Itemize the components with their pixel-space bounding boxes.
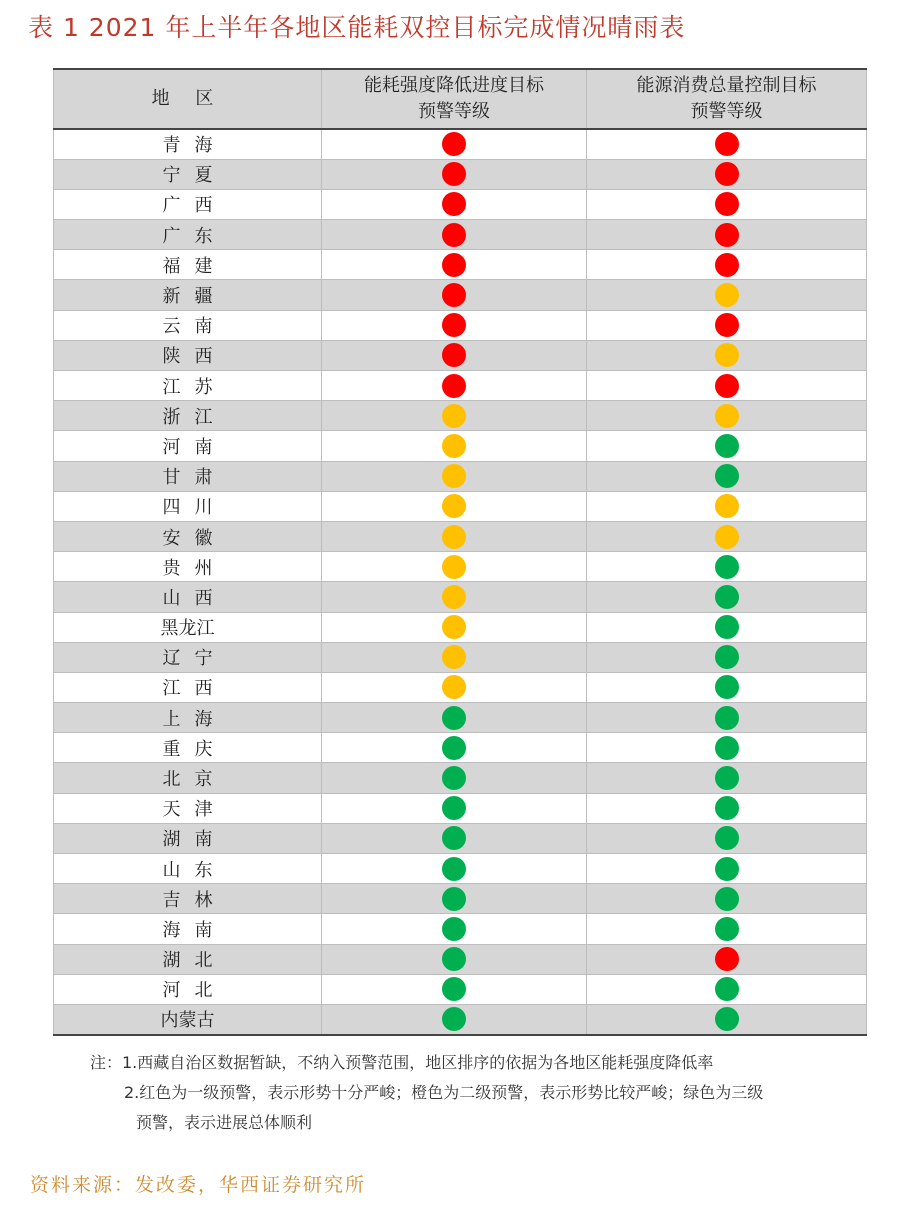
region-name: 陕西 — [162, 346, 227, 368]
intensity-level-cell — [322, 944, 587, 974]
table-row — [54, 310, 867, 340]
red-warning-dot-icon — [715, 253, 739, 277]
intensity-level-cell — [322, 914, 587, 944]
total-level-cell — [587, 521, 867, 551]
total-level-cell — [587, 974, 867, 1004]
region-cell — [54, 1004, 322, 1034]
total-level-cell — [587, 340, 867, 370]
total-level-cell — [587, 371, 867, 401]
total-level-cell — [587, 1004, 867, 1034]
table-row — [54, 159, 867, 189]
intensity-level-cell — [322, 672, 587, 702]
region-name: 新疆 — [162, 286, 227, 308]
intensity-level-cell — [322, 733, 587, 763]
orange-warning-dot-icon — [442, 464, 466, 488]
green-warning-dot-icon — [715, 796, 739, 820]
total-level-cell — [587, 159, 867, 189]
region-cell — [54, 340, 322, 370]
intensity-level-cell — [322, 884, 587, 914]
region-name: 上海 — [162, 708, 227, 730]
intensity-level-cell — [322, 310, 587, 340]
total-level-cell — [587, 491, 867, 521]
green-warning-dot-icon — [715, 826, 739, 850]
total-level-cell — [587, 461, 867, 491]
intensity-level-cell — [322, 461, 587, 491]
red-warning-dot-icon — [442, 313, 466, 337]
table-row — [54, 401, 867, 431]
total-level-cell — [587, 642, 867, 672]
green-warning-dot-icon — [442, 977, 466, 1001]
region-cell — [54, 793, 322, 823]
green-warning-dot-icon — [442, 736, 466, 760]
table-row — [54, 521, 867, 551]
region-cell — [54, 974, 322, 1004]
green-warning-dot-icon — [715, 1007, 739, 1031]
green-warning-dot-icon — [442, 917, 466, 941]
table-row — [54, 974, 867, 1004]
total-level-cell — [587, 552, 867, 582]
region-name: 吉林 — [162, 889, 227, 911]
green-warning-dot-icon — [715, 555, 739, 579]
total-level-cell — [587, 280, 867, 310]
region-name: 广西 — [162, 195, 227, 217]
header-intensity-line1: 能耗强度降低进度目标 — [364, 75, 544, 96]
orange-warning-dot-icon — [442, 585, 466, 609]
region-cell — [54, 944, 322, 974]
region-cell — [54, 582, 322, 612]
total-level-cell — [587, 310, 867, 340]
region-cell — [54, 914, 322, 944]
region-name: 海南 — [162, 919, 227, 941]
table-row — [54, 672, 867, 702]
red-warning-dot-icon — [442, 343, 466, 367]
red-warning-dot-icon — [442, 192, 466, 216]
region-cell — [54, 250, 322, 280]
note-line-3: 预警，表示进展总体顺利 — [136, 1113, 313, 1132]
region-cell — [54, 189, 322, 219]
region-cell — [54, 733, 322, 763]
total-level-cell — [587, 884, 867, 914]
region-name: 甘肃 — [162, 467, 227, 489]
region-cell — [54, 763, 322, 793]
note-line-1: 注：1.西藏自治区数据暂缺，不纳入预警范围，地区排序的依据为各地区能耗强度降低率 — [90, 1053, 714, 1072]
table-row — [54, 733, 867, 763]
total-level-cell — [587, 703, 867, 733]
header-intensity — [322, 69, 587, 129]
table-row — [54, 793, 867, 823]
table-row — [54, 854, 867, 884]
red-warning-dot-icon — [442, 132, 466, 156]
intensity-level-cell — [322, 642, 587, 672]
region-cell — [54, 552, 322, 582]
region-cell — [54, 280, 322, 310]
table-row — [54, 280, 867, 310]
region-name: 天津 — [162, 799, 227, 821]
intensity-level-cell — [322, 612, 587, 642]
total-level-cell — [587, 189, 867, 219]
red-warning-dot-icon — [442, 253, 466, 277]
total-level-cell — [587, 733, 867, 763]
total-level-cell — [587, 823, 867, 853]
region-name: 浙江 — [162, 406, 227, 428]
total-level-cell — [587, 793, 867, 823]
total-level-cell — [587, 854, 867, 884]
table-row — [54, 1004, 867, 1034]
green-warning-dot-icon — [715, 585, 739, 609]
total-level-cell — [587, 914, 867, 944]
region-name: 山西 — [162, 587, 227, 609]
intensity-level-cell — [322, 974, 587, 1004]
source-line: 资料来源：发改委，华西证券研究所 — [30, 1174, 367, 1196]
orange-warning-dot-icon — [442, 615, 466, 639]
orange-warning-dot-icon — [442, 675, 466, 699]
table-row — [54, 582, 867, 612]
header-total-line2: 预警等级 — [690, 101, 763, 122]
table-row — [54, 371, 867, 401]
orange-warning-dot-icon — [715, 283, 739, 307]
region-name: 贵州 — [162, 557, 227, 579]
red-warning-dot-icon — [715, 162, 739, 186]
header-total-line1: 能源消费总量控制目标 — [636, 75, 817, 96]
header-region-label: 地 区 — [151, 88, 224, 109]
region-name: 云南 — [162, 316, 227, 338]
table-row — [54, 189, 867, 219]
total-level-cell — [587, 220, 867, 250]
region-name: 河北 — [162, 980, 227, 1002]
region-cell — [54, 129, 322, 159]
region-name: 青海 — [162, 135, 227, 157]
table-row — [54, 823, 867, 853]
green-warning-dot-icon — [442, 766, 466, 790]
orange-warning-dot-icon — [442, 645, 466, 669]
green-warning-dot-icon — [715, 857, 739, 881]
table-row — [54, 642, 867, 672]
notes — [90, 1048, 880, 1138]
total-level-cell — [587, 431, 867, 461]
green-warning-dot-icon — [442, 857, 466, 881]
region-cell — [54, 703, 322, 733]
intensity-level-cell — [322, 854, 587, 884]
region-cell — [54, 461, 322, 491]
table-row — [54, 612, 867, 642]
green-warning-dot-icon — [715, 434, 739, 458]
red-warning-dot-icon — [442, 374, 466, 398]
region-name: 北京 — [162, 769, 227, 791]
header-total — [587, 69, 867, 129]
red-warning-dot-icon — [715, 192, 739, 216]
green-warning-dot-icon — [715, 464, 739, 488]
orange-warning-dot-icon — [715, 494, 739, 518]
table-row — [54, 944, 867, 974]
green-warning-dot-icon — [715, 917, 739, 941]
intensity-level-cell — [322, 371, 587, 401]
total-level-cell — [587, 401, 867, 431]
green-warning-dot-icon — [715, 615, 739, 639]
green-warning-dot-icon — [442, 826, 466, 850]
region-cell — [54, 371, 322, 401]
total-level-cell — [587, 129, 867, 159]
table-row — [54, 461, 867, 491]
orange-warning-dot-icon — [442, 494, 466, 518]
total-level-cell — [587, 763, 867, 793]
intensity-level-cell — [322, 431, 587, 461]
table-row — [54, 340, 867, 370]
intensity-level-cell — [322, 521, 587, 551]
green-warning-dot-icon — [715, 645, 739, 669]
region-name: 宁夏 — [162, 165, 227, 187]
intensity-level-cell — [322, 189, 587, 219]
region-cell — [54, 642, 322, 672]
red-warning-dot-icon — [715, 223, 739, 247]
red-warning-dot-icon — [442, 283, 466, 307]
region-name: 重庆 — [162, 738, 227, 760]
region-cell — [54, 884, 322, 914]
table-row — [54, 250, 867, 280]
header-region — [54, 69, 322, 129]
red-warning-dot-icon — [442, 162, 466, 186]
green-warning-dot-icon — [715, 887, 739, 911]
total-level-cell — [587, 582, 867, 612]
orange-warning-dot-icon — [442, 525, 466, 549]
region-cell — [54, 823, 322, 853]
intensity-level-cell — [322, 793, 587, 823]
red-warning-dot-icon — [715, 947, 739, 971]
red-warning-dot-icon — [715, 313, 739, 337]
green-warning-dot-icon — [442, 796, 466, 820]
red-warning-dot-icon — [715, 374, 739, 398]
region-name: 河南 — [162, 436, 227, 458]
intensity-level-cell — [322, 1004, 587, 1034]
region-cell — [54, 159, 322, 189]
header-row — [54, 69, 867, 129]
total-level-cell — [587, 672, 867, 702]
note-line-2: 2.红色为一级预警，表示形势十分严峻；橙色为二级预警，表示形势比较严峻；绿色为三级 — [124, 1083, 764, 1102]
region-cell — [54, 521, 322, 551]
table-row — [54, 703, 867, 733]
green-warning-dot-icon — [442, 887, 466, 911]
orange-warning-dot-icon — [715, 343, 739, 367]
region-name: 黑龙江 — [160, 618, 215, 640]
green-warning-dot-icon — [715, 736, 739, 760]
region-cell — [54, 672, 322, 702]
table-title: 表 1 2021 年上半年各地区能耗双控目标完成情况晴雨表 — [28, 13, 686, 42]
region-name: 山东 — [162, 859, 227, 881]
intensity-level-cell — [322, 763, 587, 793]
red-warning-dot-icon — [715, 132, 739, 156]
green-warning-dot-icon — [442, 1007, 466, 1031]
table-row — [54, 914, 867, 944]
region-name: 湖北 — [162, 950, 227, 972]
intensity-level-cell — [322, 823, 587, 853]
region-name: 江苏 — [162, 376, 227, 398]
region-name: 内蒙古 — [160, 1010, 215, 1032]
green-warning-dot-icon — [715, 977, 739, 1001]
total-level-cell — [587, 612, 867, 642]
green-warning-dot-icon — [715, 675, 739, 699]
intensity-level-cell — [322, 552, 587, 582]
green-warning-dot-icon — [715, 706, 739, 730]
orange-warning-dot-icon — [715, 404, 739, 428]
intensity-level-cell — [322, 491, 587, 521]
total-level-cell — [587, 944, 867, 974]
table-row — [54, 431, 867, 461]
intensity-level-cell — [322, 401, 587, 431]
intensity-level-cell — [322, 703, 587, 733]
region-name: 安徽 — [162, 527, 227, 549]
region-cell — [54, 401, 322, 431]
region-cell — [54, 431, 322, 461]
intensity-level-cell — [322, 129, 587, 159]
region-cell — [54, 854, 322, 884]
intensity-level-cell — [322, 582, 587, 612]
table-row — [54, 220, 867, 250]
region-name: 福建 — [162, 255, 227, 277]
table-row — [54, 491, 867, 521]
region-name: 广东 — [162, 225, 227, 247]
region-cell — [54, 612, 322, 642]
region-name: 辽宁 — [162, 648, 227, 670]
table-row — [54, 129, 867, 159]
table-row — [54, 884, 867, 914]
region-name: 江西 — [162, 678, 227, 700]
intensity-level-cell — [322, 220, 587, 250]
orange-warning-dot-icon — [442, 555, 466, 579]
total-level-cell — [587, 250, 867, 280]
table-body — [54, 129, 867, 1035]
green-warning-dot-icon — [442, 706, 466, 730]
table-row — [54, 763, 867, 793]
orange-warning-dot-icon — [442, 434, 466, 458]
intensity-level-cell — [322, 340, 587, 370]
header-intensity-line2: 预警等级 — [418, 101, 490, 122]
orange-warning-dot-icon — [442, 404, 466, 428]
intensity-level-cell — [322, 250, 587, 280]
orange-warning-dot-icon — [715, 525, 739, 549]
table-row — [54, 552, 867, 582]
green-warning-dot-icon — [715, 766, 739, 790]
region-cell — [54, 310, 322, 340]
region-name: 四川 — [162, 497, 227, 519]
region-cell — [54, 220, 322, 250]
intensity-level-cell — [322, 280, 587, 310]
warning-table — [53, 68, 867, 1036]
green-warning-dot-icon — [442, 947, 466, 971]
region-name: 湖南 — [162, 829, 227, 851]
red-warning-dot-icon — [442, 223, 466, 247]
region-cell — [54, 491, 322, 521]
intensity-level-cell — [322, 159, 587, 189]
